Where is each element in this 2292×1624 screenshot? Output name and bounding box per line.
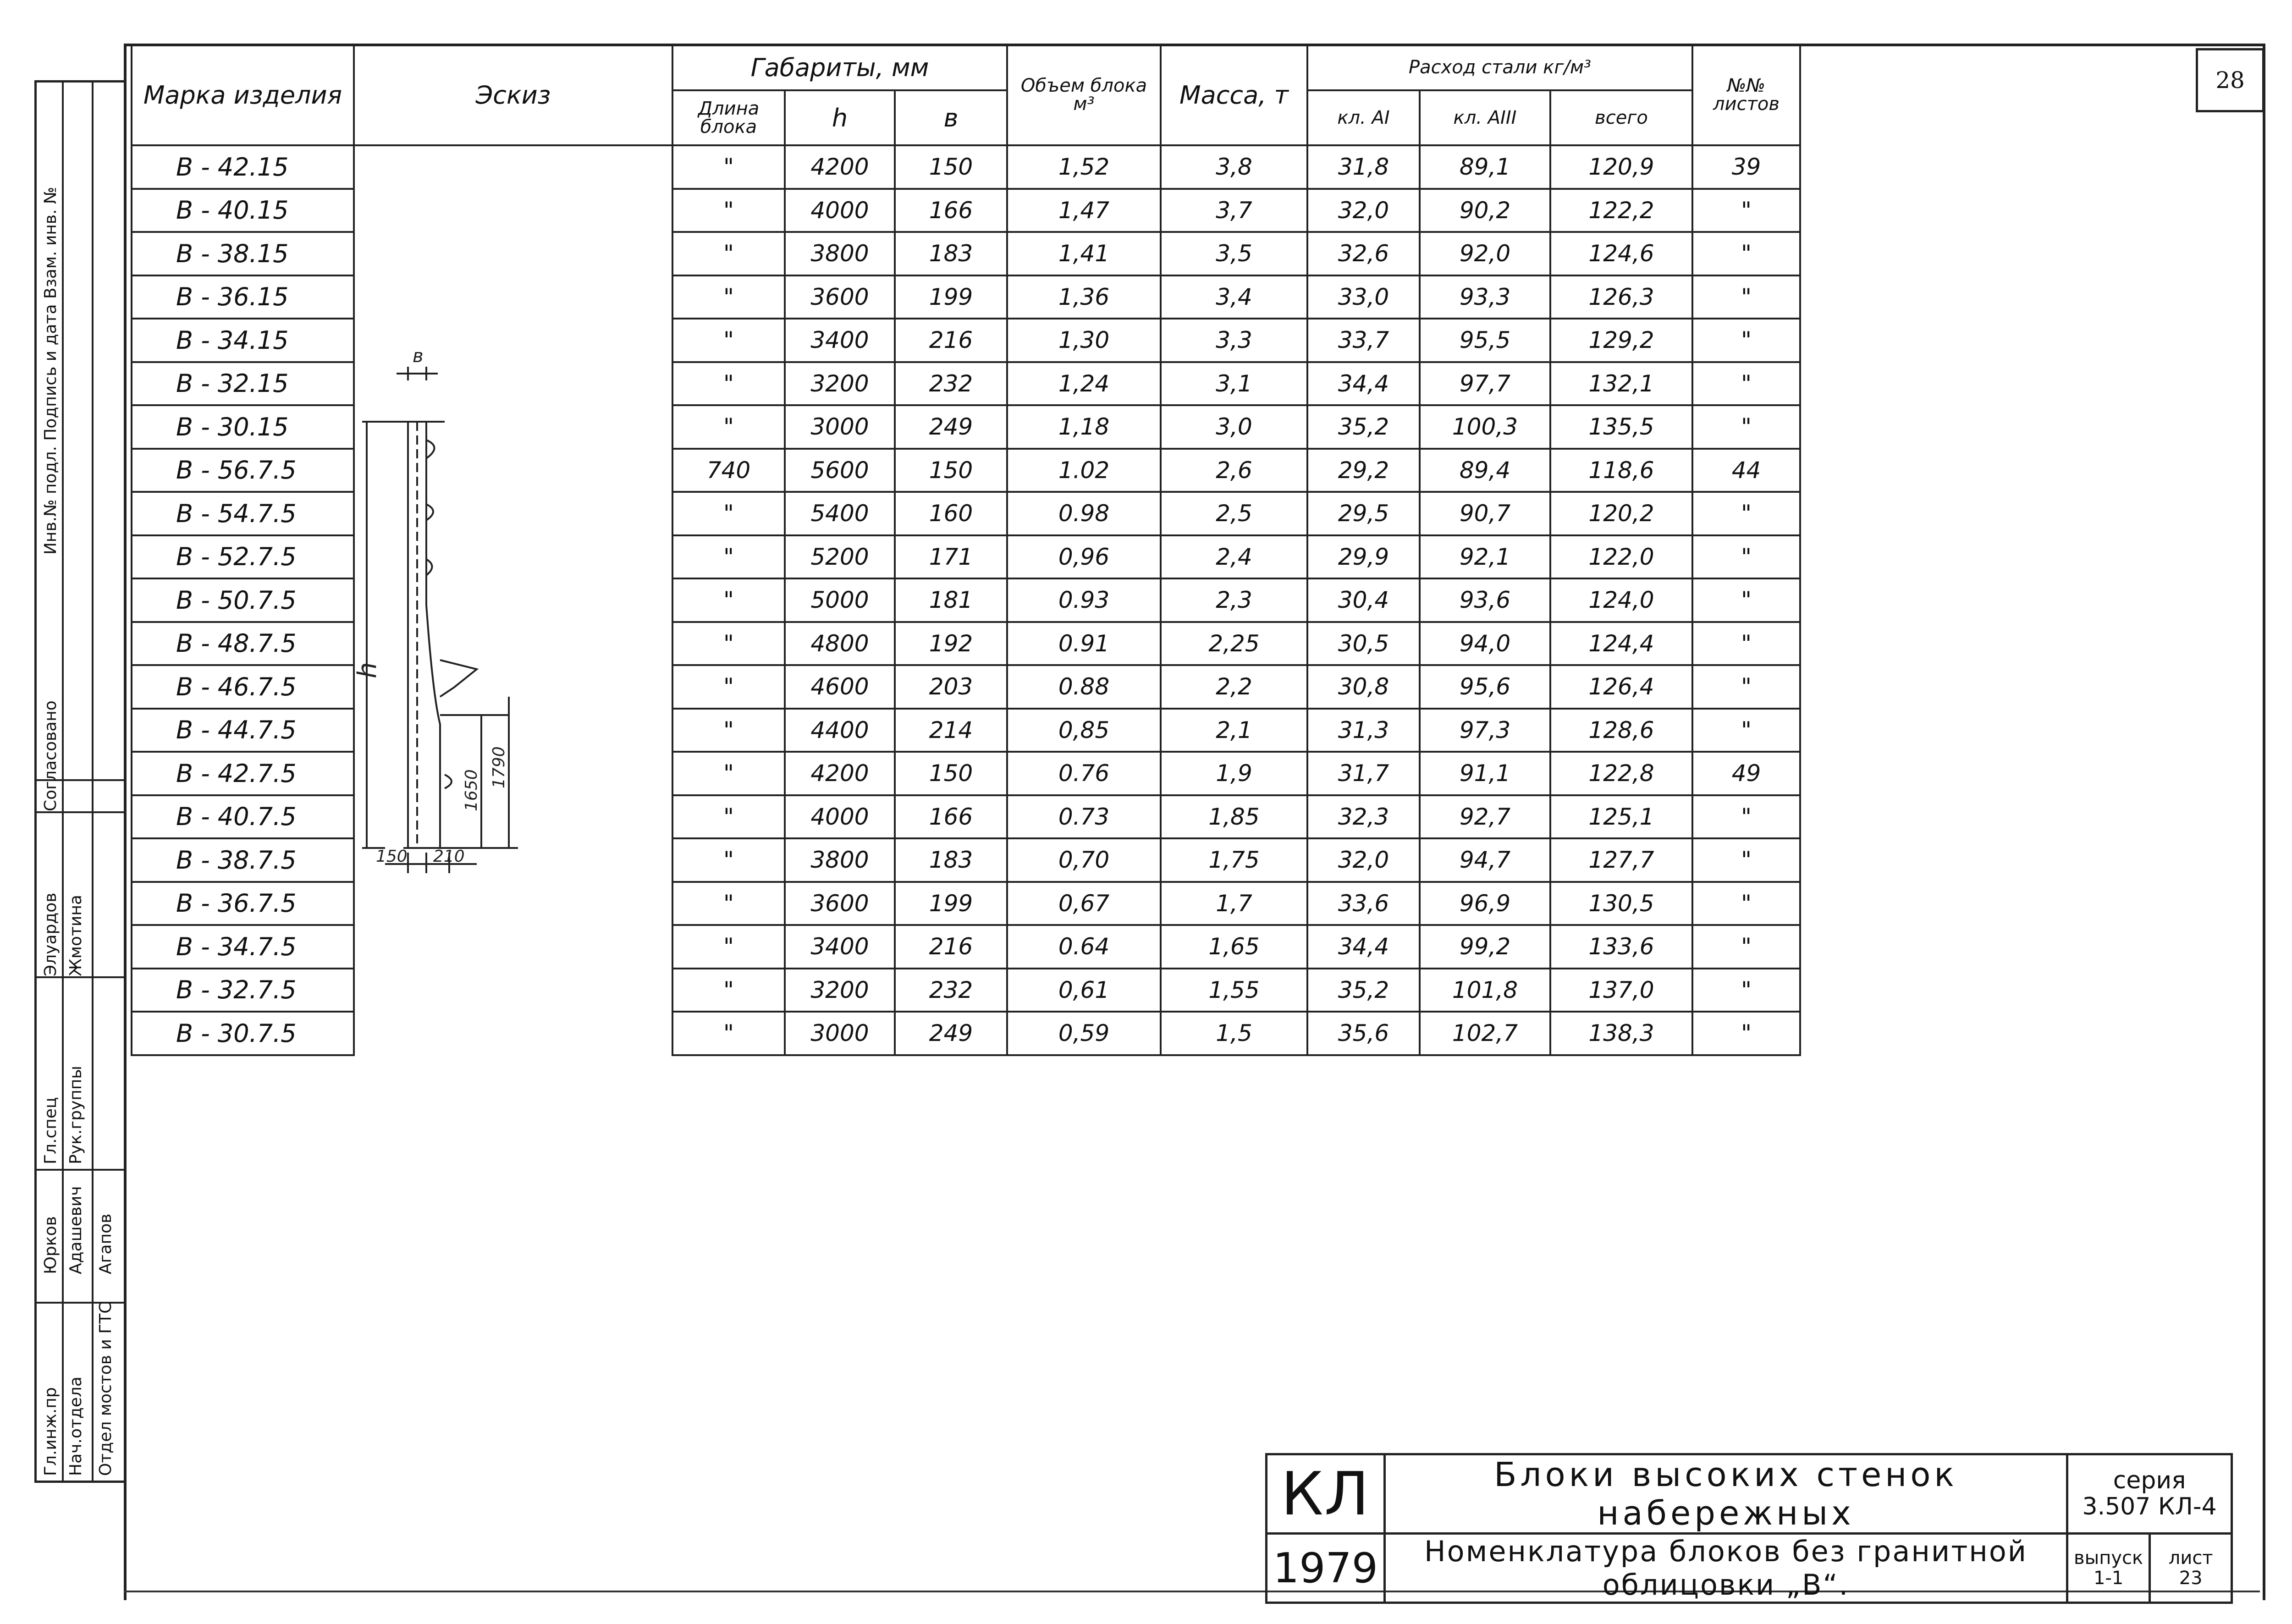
cell-length: " [672, 145, 785, 189]
sketch-dim-1650: 1650 [462, 769, 481, 811]
cell-h: 3600 [785, 275, 895, 319]
cell-h: 4400 [785, 709, 895, 752]
cell-sheet: 44 [1692, 449, 1800, 492]
cell-mass: 3,4 [1161, 275, 1307, 319]
cell-sheet: " [1692, 189, 1800, 232]
cell-total: 126,4 [1550, 665, 1692, 709]
cell-sheet: 39 [1692, 145, 1800, 189]
cell-mass: 1,55 [1161, 969, 1307, 1012]
cell-sheet: " [1692, 578, 1800, 622]
header-steel-a3: кл. АIII [1420, 90, 1550, 145]
cell-total: 122,0 [1550, 535, 1692, 579]
cell-vol: 1,24 [1007, 362, 1161, 406]
sidebar-name-4: Адашевич [66, 1186, 85, 1274]
sidebar-role-2: Рук.группы [66, 1066, 85, 1164]
title-subtitle: Номенклатура блоков без гранитной облицовки „В“. [1385, 1534, 2067, 1603]
cell-sheet: " [1692, 838, 1800, 882]
cell-total: 132,1 [1550, 362, 1692, 406]
cell-a1: 34,4 [1307, 925, 1420, 969]
cell-length: " [672, 405, 785, 449]
header-volume: Объем блока м³ [1007, 44, 1161, 145]
header-steel: Расход стали кг/м³ [1307, 44, 1692, 90]
cell-sheet: " [1692, 319, 1800, 362]
issue-label: выпуск [2074, 1547, 2143, 1569]
cell-a3: 93,3 [1420, 275, 1550, 319]
cell-mark: В - 46.7.5 [132, 665, 354, 709]
cell-length: " [672, 1012, 785, 1055]
sidebar-role-1: Гл.инж.пр [41, 1387, 60, 1476]
cell-mark: В - 32.7.5 [132, 969, 354, 1012]
cell-b: 181 [895, 578, 1007, 622]
cell-length: " [672, 622, 785, 666]
cell-mass: 1,5 [1161, 1012, 1307, 1055]
cell-sheet: " [1692, 969, 1800, 1012]
cell-total: 138,3 [1550, 1012, 1692, 1055]
cell-mass: 1,7 [1161, 882, 1307, 925]
cell-h: 5600 [785, 449, 895, 492]
sketch-dim-150: 150 [376, 847, 408, 866]
cell-h: 5000 [785, 578, 895, 622]
cell-b: 166 [895, 795, 1007, 839]
cell-total: 127,7 [1550, 838, 1692, 882]
page-number: 28 [2196, 48, 2264, 112]
cell-a3: 97,7 [1420, 362, 1550, 406]
cell-mark: В - 38.7.5 [132, 838, 354, 882]
title-code: КЛ [1267, 1454, 1385, 1534]
cell-mark: В - 36.15 [132, 275, 354, 319]
series-value: 3.507 КЛ-4 [2082, 1493, 2217, 1520]
sketch-dim-1790: 1790 [490, 746, 508, 788]
cell-a3: 89,1 [1420, 145, 1550, 189]
cell-a1: 32,3 [1307, 795, 1420, 839]
cell-b: 160 [895, 492, 1007, 535]
sheet-label: лист [2168, 1547, 2213, 1569]
cell-mark: В - 48.7.5 [132, 622, 354, 666]
cell-a3: 95,5 [1420, 319, 1550, 362]
cell-b: 150 [895, 145, 1007, 189]
cell-h: 3800 [785, 232, 895, 275]
cell-b: 192 [895, 622, 1007, 666]
cell-mass: 3,7 [1161, 189, 1307, 232]
cell-vol: 1,41 [1007, 232, 1161, 275]
sidebar-name-2: Жмотина [66, 895, 85, 976]
cell-sheet: " [1692, 882, 1800, 925]
cell-mass: 2,5 [1161, 492, 1307, 535]
header-mark: Марка изделия [132, 44, 354, 145]
cell-total: 124,4 [1550, 622, 1692, 666]
cell-mark: В - 40.15 [132, 189, 354, 232]
cell-sheet: " [1692, 535, 1800, 579]
cell-mark: В - 38.15 [132, 232, 354, 275]
cell-b: 199 [895, 882, 1007, 925]
cell-mass: 2,3 [1161, 578, 1307, 622]
cell-a1: 32,0 [1307, 189, 1420, 232]
cell-total: 126,3 [1550, 275, 1692, 319]
cell-mark: В - 42.15 [132, 145, 354, 189]
cell-sheet: " [1692, 275, 1800, 319]
cell-length: " [672, 795, 785, 839]
cell-a1: 30,8 [1307, 665, 1420, 709]
cell-vol: 1.02 [1007, 449, 1161, 492]
cell-a3: 91,1 [1420, 752, 1550, 795]
cell-mark: В - 54.7.5 [132, 492, 354, 535]
cell-h: 3200 [785, 969, 895, 1012]
cell-total: 129,2 [1550, 319, 1692, 362]
cell-h: 3800 [785, 838, 895, 882]
cell-b: 249 [895, 1012, 1007, 1055]
cell-a3: 95,6 [1420, 665, 1550, 709]
cell-h: 4000 [785, 795, 895, 839]
cell-h: 4000 [785, 189, 895, 232]
cell-a1: 32,6 [1307, 232, 1420, 275]
sidebar-name-5: Агапов [96, 1213, 115, 1274]
cell-mass: 3,8 [1161, 145, 1307, 189]
cell-mass: 2,6 [1161, 449, 1307, 492]
sketch-label-b: в [413, 346, 424, 367]
cell-sheet: " [1692, 795, 1800, 839]
cell-mass: 2,4 [1161, 535, 1307, 579]
sidebar-role-3: Гл.спец [41, 1097, 60, 1164]
cell-a3: 90,2 [1420, 189, 1550, 232]
cell-mark: В - 56.7.5 [132, 449, 354, 492]
cell-b: 166 [895, 189, 1007, 232]
cell-b: 232 [895, 969, 1007, 1012]
cell-total: 124,0 [1550, 578, 1692, 622]
cell-a1: 31,3 [1307, 709, 1420, 752]
cell-a1: 34,4 [1307, 362, 1420, 406]
signature-strip [34, 80, 126, 1483]
sheet-value: 23 [2179, 1568, 2203, 1589]
cell-vol: 1,30 [1007, 319, 1161, 362]
header-steel-a1: кл. АI [1307, 90, 1420, 145]
cell-mass: 1,65 [1161, 925, 1307, 969]
cell-total: 120,9 [1550, 145, 1692, 189]
series-label: серия [2113, 1466, 2186, 1494]
cell-mark: В - 50.7.5 [132, 578, 354, 622]
cell-mark: В - 30.7.5 [132, 1012, 354, 1055]
header-h: h [785, 90, 895, 145]
cell-b: 216 [895, 925, 1007, 969]
cell-a1: 30,5 [1307, 622, 1420, 666]
cell-a1: 31,8 [1307, 145, 1420, 189]
sketch-dim-210: 210 [433, 847, 465, 866]
cell-mark: В - 44.7.5 [132, 709, 354, 752]
cell-a3: 92,0 [1420, 232, 1550, 275]
cell-a1: 29,2 [1307, 449, 1420, 492]
cell-length: " [672, 969, 785, 1012]
cell-length: " [672, 752, 785, 795]
cell-h: 3000 [785, 1012, 895, 1055]
title-year: 1979 [1267, 1534, 1385, 1603]
cell-h: 3200 [785, 362, 895, 406]
cell-vol: 0.88 [1007, 665, 1161, 709]
cell-vol: 1,52 [1007, 145, 1161, 189]
cell-length: " [672, 838, 785, 882]
cell-b: 199 [895, 275, 1007, 319]
cell-total: 133,6 [1550, 925, 1692, 969]
cell-b: 249 [895, 405, 1007, 449]
issue-value: 1-1 [2093, 1568, 2124, 1589]
cell-vol: 0.91 [1007, 622, 1161, 666]
cell-b: 150 [895, 449, 1007, 492]
cell-mass: 1,85 [1161, 795, 1307, 839]
cell-vol: 0.93 [1007, 578, 1161, 622]
cell-mark: В - 34.7.5 [132, 925, 354, 969]
sidebar-role-4: Нач.отдела [66, 1376, 85, 1476]
cell-mark: В - 40.7.5 [132, 795, 354, 839]
cell-mass: 3,5 [1161, 232, 1307, 275]
cell-vol: 0.64 [1007, 925, 1161, 969]
cell-a3: 93,6 [1420, 578, 1550, 622]
cell-total: 118,6 [1550, 449, 1692, 492]
cell-length: " [672, 189, 785, 232]
cell-a3: 94,0 [1420, 622, 1550, 666]
title-block [1265, 1453, 2233, 1604]
header-sheets: №№ листов [1692, 44, 1800, 145]
cell-a1: 30,4 [1307, 578, 1420, 622]
header-dims: Габариты, мм [672, 44, 1007, 90]
cell-mass: 2,1 [1161, 709, 1307, 752]
cell-vol: 0,96 [1007, 535, 1161, 579]
sketch-label-h: h [353, 662, 382, 678]
cell-b: 232 [895, 362, 1007, 406]
cell-total: 128,6 [1550, 709, 1692, 752]
cell-mass: 1,75 [1161, 838, 1307, 882]
cell-total: 135,5 [1550, 405, 1692, 449]
cell-total: 130,5 [1550, 882, 1692, 925]
title-main: Блоки высоких стенок набережных [1385, 1454, 2067, 1534]
title-issue [2067, 1534, 2150, 1603]
cell-h: 3600 [785, 882, 895, 925]
cell-b: 203 [895, 665, 1007, 709]
cell-length: " [672, 362, 785, 406]
cell-h: 5200 [785, 535, 895, 579]
cell-sheet: " [1692, 925, 1800, 969]
cell-a3: 90,7 [1420, 492, 1550, 535]
cell-length: " [672, 232, 785, 275]
cell-mark: В - 36.7.5 [132, 882, 354, 925]
cell-h: 4800 [785, 622, 895, 666]
cell-length: " [672, 709, 785, 752]
cell-length: " [672, 925, 785, 969]
cell-length: " [672, 535, 785, 579]
cell-total: 137,0 [1550, 969, 1692, 1012]
cell-vol: 0,59 [1007, 1012, 1161, 1055]
cell-h: 4200 [785, 752, 895, 795]
cell-vol: 1,18 [1007, 405, 1161, 449]
header-b: в [895, 90, 1007, 145]
cell-a1: 35,2 [1307, 405, 1420, 449]
cell-a1: 33,7 [1307, 319, 1420, 362]
cell-sheet: " [1692, 709, 1800, 752]
cell-mark: В - 42.7.5 [132, 752, 354, 795]
cell-a1: 29,9 [1307, 535, 1420, 579]
cell-total: 124,6 [1550, 232, 1692, 275]
cell-b: 150 [895, 752, 1007, 795]
block-sketch [353, 346, 614, 908]
header-steel-total: всего [1550, 90, 1692, 145]
cell-vol: 0,61 [1007, 969, 1161, 1012]
cell-sheet: " [1692, 405, 1800, 449]
cell-length: " [672, 665, 785, 709]
cell-a1: 33,0 [1307, 275, 1420, 319]
cell-length: " [672, 492, 785, 535]
cell-sheet: " [1692, 492, 1800, 535]
cell-mass: 3,3 [1161, 319, 1307, 362]
cell-a1: 32,0 [1307, 838, 1420, 882]
cell-vol: 0.76 [1007, 752, 1161, 795]
cell-length: " [672, 319, 785, 362]
cell-vol: 0,67 [1007, 882, 1161, 925]
strip-top-label: Инв.№ подл. Подпись и дата Взам. инв. № [41, 187, 60, 555]
cell-mark: В - 32.15 [132, 362, 354, 406]
cell-a3: 101,8 [1420, 969, 1550, 1012]
cell-h: 3000 [785, 405, 895, 449]
agreed-label: Согласовано [41, 700, 60, 811]
cell-vol: 0,85 [1007, 709, 1161, 752]
cell-a3: 92,7 [1420, 795, 1550, 839]
cell-mass: 3,1 [1161, 362, 1307, 406]
header-length: Длина блока [672, 90, 785, 145]
sidebar-name-1: Элуардов [41, 892, 60, 976]
cell-h: 4600 [785, 665, 895, 709]
cell-h: 5400 [785, 492, 895, 535]
cell-h: 3400 [785, 319, 895, 362]
cell-vol: 1,47 [1007, 189, 1161, 232]
sidebar-role-5: Отдел мостов и ГТС [96, 1302, 115, 1476]
cell-total: 122,8 [1550, 752, 1692, 795]
title-series [2067, 1454, 2232, 1534]
cell-vol: 0.98 [1007, 492, 1161, 535]
cell-vol: 1,36 [1007, 275, 1161, 319]
cell-a1: 35,6 [1307, 1012, 1420, 1055]
cell-mark: В - 30.15 [132, 405, 354, 449]
cell-sheet: " [1692, 1012, 1800, 1055]
cell-a1: 35,2 [1307, 969, 1420, 1012]
cell-sheet: " [1692, 665, 1800, 709]
cell-a3: 89,4 [1420, 449, 1550, 492]
cell-a1: 33,6 [1307, 882, 1420, 925]
cell-length: " [672, 882, 785, 925]
table-row [132, 145, 1800, 189]
cell-mass: 3,0 [1161, 405, 1307, 449]
cell-a1: 31,7 [1307, 752, 1420, 795]
header-sketch: Эскиз [354, 44, 672, 145]
cell-h: 4200 [785, 145, 895, 189]
cell-total: 125,1 [1550, 795, 1692, 839]
cell-total: 122,2 [1550, 189, 1692, 232]
cell-b: 214 [895, 709, 1007, 752]
cell-mass: 2,25 [1161, 622, 1307, 666]
title-sheet [2150, 1534, 2232, 1603]
cell-a3: 99,2 [1420, 925, 1550, 969]
cell-mark: В - 34.15 [132, 319, 354, 362]
cell-b: 183 [895, 838, 1007, 882]
cell-a3: 92,1 [1420, 535, 1550, 579]
cell-a1: 29,5 [1307, 492, 1420, 535]
cell-sheet: 49 [1692, 752, 1800, 795]
cell-mass: 1,9 [1161, 752, 1307, 795]
cell-sheet: " [1692, 232, 1800, 275]
cell-length: 740 [672, 449, 785, 492]
cell-length: " [672, 275, 785, 319]
cell-length: " [672, 578, 785, 622]
cell-b: 216 [895, 319, 1007, 362]
cell-mark: В - 52.7.5 [132, 535, 354, 579]
cell-b: 183 [895, 232, 1007, 275]
cell-vol: 0.73 [1007, 795, 1161, 839]
cell-a3: 96,9 [1420, 882, 1550, 925]
cell-b: 171 [895, 535, 1007, 579]
cell-total: 120,2 [1550, 492, 1692, 535]
cell-a3: 102,7 [1420, 1012, 1550, 1055]
cell-sheet: " [1692, 362, 1800, 406]
cell-h: 3400 [785, 925, 895, 969]
header-mass: Масса, т [1161, 44, 1307, 145]
cell-sheet: " [1692, 622, 1800, 666]
cell-mass: 2,2 [1161, 665, 1307, 709]
cell-a3: 100,3 [1420, 405, 1550, 449]
cell-vol: 0,70 [1007, 838, 1161, 882]
cell-a3: 97,3 [1420, 709, 1550, 752]
cell-a3: 94,7 [1420, 838, 1550, 882]
sidebar-name-3: Юрков [41, 1216, 60, 1274]
